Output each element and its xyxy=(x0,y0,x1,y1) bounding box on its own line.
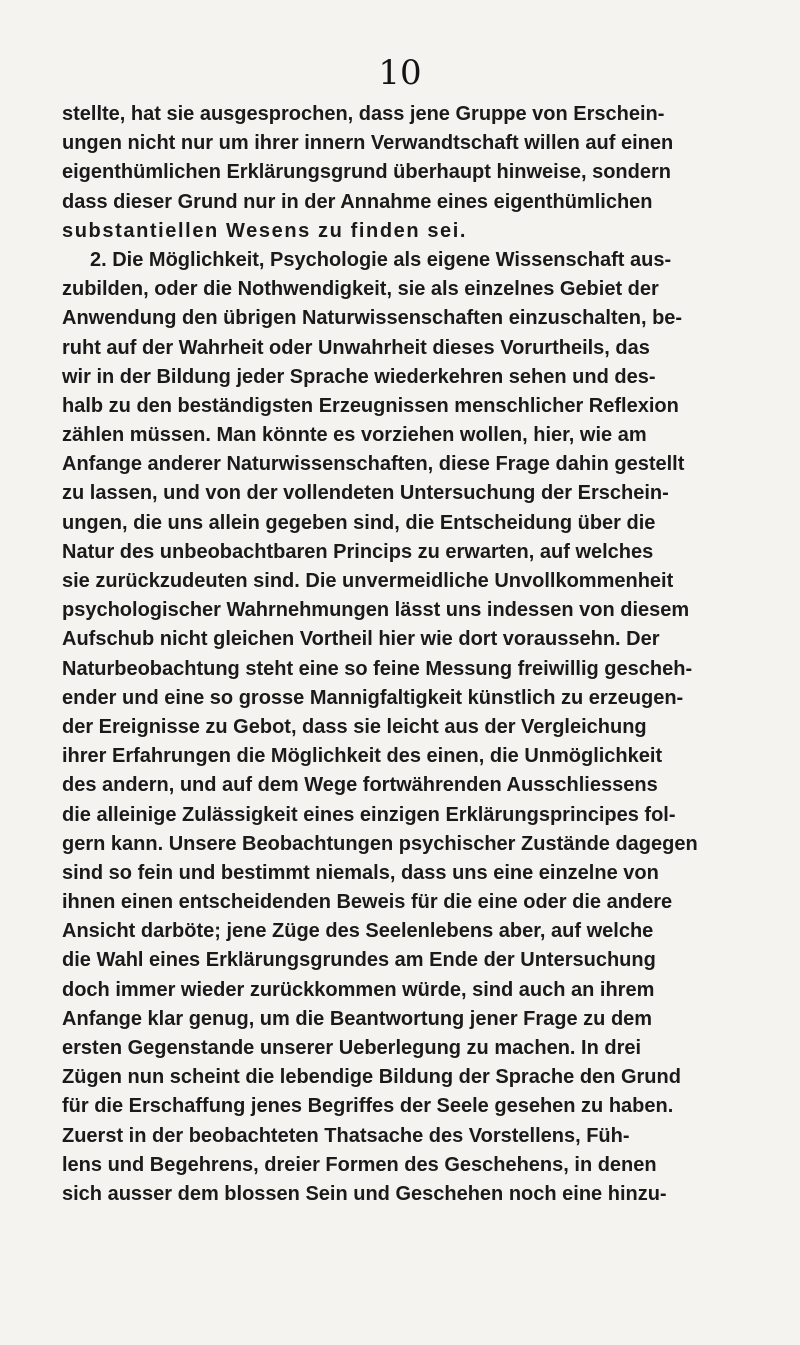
text-line: ungen, die uns allein gegeben sind, die Entscheidung über die xyxy=(62,511,656,534)
text-line: ersten Gegenstande unserer Ueberlegung zu machen. In drei xyxy=(62,1037,642,1059)
text-line: substantiellen Wesens zu finden sei. xyxy=(62,219,468,242)
text-line: sind so fein und bestimmt niemals, dass uns eine einzelne von xyxy=(62,861,659,884)
text-line: 2. Die Möglichkeit, Psychologie als eigene Wissenschaft aus- xyxy=(90,248,672,271)
text-line: des andern, und auf dem Wege fortwährenden Ausschliessens xyxy=(62,774,658,797)
text-line: gern kann. Unsere Beobachtungen psychischer Zustände dagegen xyxy=(62,832,698,855)
text-line: ruht auf der Wahrheit oder Unwahrheit dieses Vorurtheils, das xyxy=(62,336,650,359)
text-line: eigenthümlichen Erklärungsgrund überhaupt hinweise, sondern xyxy=(62,161,671,184)
text-line: die alleinige Zulässigkeit eines einzigen Erklärungsprincipes fol- xyxy=(62,803,676,826)
text-line: lens und Begehrens, dreier Formen des Geschehens, in denen xyxy=(62,1153,657,1176)
text-line: der Ereignisse zu Gebot, dass sie leicht aus der Vergleichung xyxy=(62,715,647,738)
text-line: die Wahl eines Erklärungsgrundes am Ende der Untersuchung xyxy=(62,949,656,972)
text-line: halb zu den beständigsten Erzeugnissen menschlicher Reflexion xyxy=(62,394,679,417)
text-line: für die Erschaffung jenes Begriffes der Seele gesehen zu haben. xyxy=(62,1095,674,1118)
text-line: Anfange anderer Naturwissenschaften, diese Frage dahin gestellt xyxy=(62,453,685,476)
text-line: zu lassen, und von der vollendeten Untersuchung der Erschein- xyxy=(62,482,669,505)
text-line: ungen nicht nur um ihrer innern Verwandtschaft willen auf einen xyxy=(62,132,674,155)
text-line: ihrer Erfahrungen die Möglichkeit des einen, die Unmöglichkeit xyxy=(62,745,663,768)
text-line: Ansicht darböte; jene Züge des Seelenlebens aber, auf welche xyxy=(62,920,654,943)
text-line: ender und eine so grosse Mannigfaltigkeit künstlich zu erzeugen- xyxy=(62,686,684,709)
text-line: Anfange klar genug, um die Beantwortung jener Frage zu dem xyxy=(62,1007,653,1030)
body-text xyxy=(62,100,782,1209)
text-line: Zuerst in der beobachteten Thatsache des Vorstellens, Füh- xyxy=(62,1124,630,1147)
page-number: 10 xyxy=(378,53,422,93)
text-line: dass dieser Grund nur in der Annahme eines eigenthümlichen xyxy=(62,190,653,213)
text-line: ihnen einen entscheidenden Beweis für die eine oder die andere xyxy=(62,891,673,914)
text-line: Anwendung den übrigen Naturwissenschaften einzuschalten, be- xyxy=(62,307,683,330)
text-line: Aufschub nicht gleichen Vortheil hier wie dort voraussehn. Der xyxy=(62,628,660,651)
text-line: stellte, hat sie ausgesprochen, dass jene Gruppe von Erschein- xyxy=(62,103,665,125)
text-line: zählen müssen. Man könnte es vorziehen wollen, hier, wie am xyxy=(62,424,647,447)
text-line: Zügen nun scheint die lebendige Bildung der Sprache den Grund xyxy=(62,1066,681,1089)
text-line: psychologischer Wahrnehmungen lässt uns indessen von diesem xyxy=(62,599,690,622)
text-line: Naturbeobachtung steht eine so feine Messung freiwillig gescheh- xyxy=(62,657,693,680)
text-line: sie zurückzudeuten sind. Die unvermeidliche Unvollkommenheit xyxy=(62,570,674,592)
text-line: Natur des unbeobachtbaren Princips zu erwarten, auf welches xyxy=(62,540,654,563)
text-line: wir in der Bildung jeder Sprache wiederkehren sehen und des- xyxy=(62,365,656,388)
text-line: zubilden, oder die Nothwendigkeit, sie als einzelnes Gebiet der xyxy=(62,278,659,301)
text-line: doch immer wieder zurückkommen würde, sind auch an ihrem xyxy=(62,978,655,1001)
text-line: sich ausser dem blossen Sein und Geschehen noch eine hinzu- xyxy=(62,1182,667,1205)
